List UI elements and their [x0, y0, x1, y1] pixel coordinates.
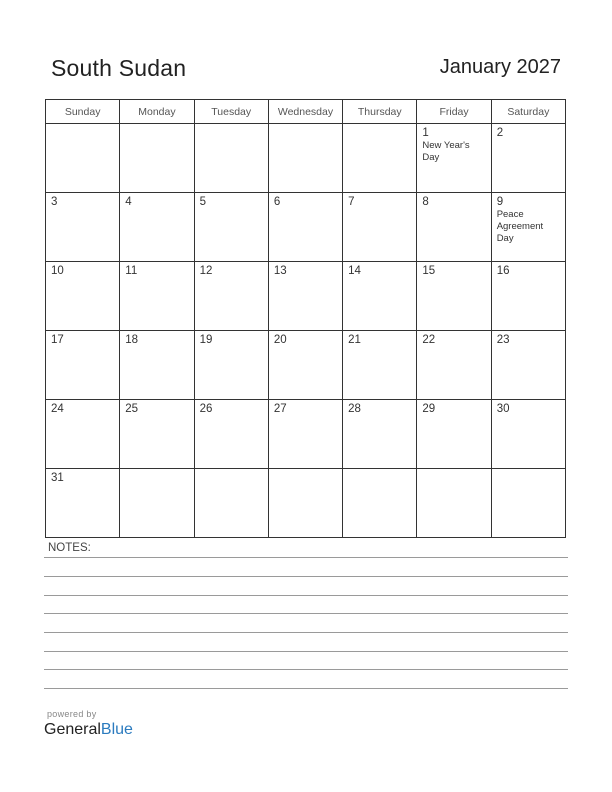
day-cell — [268, 262, 342, 331]
day-number: 29 — [422, 403, 436, 415]
day-number: 28 — [348, 403, 361, 415]
day-cell — [343, 262, 417, 331]
day-cell — [343, 193, 417, 262]
day-number: 26 — [199, 403, 213, 415]
notes-line — [44, 613, 568, 614]
day-cell — [491, 124, 565, 193]
day-cell — [46, 400, 120, 469]
day-number: 10 — [51, 265, 64, 277]
powered-by-text: powered by — [47, 709, 97, 719]
day-cell — [343, 331, 417, 400]
day-cell — [268, 469, 342, 538]
day-number: 14 — [348, 265, 361, 277]
day-number: 6 — [273, 196, 281, 208]
day-number: 31 — [51, 472, 64, 484]
day-cell — [46, 469, 120, 538]
week-row-3 — [46, 262, 566, 331]
notes-line — [44, 595, 568, 596]
day-number: 22 — [422, 334, 436, 346]
day-cell — [417, 331, 491, 400]
week-row-2 — [46, 193, 566, 262]
weekday-friday: Friday — [417, 100, 491, 124]
weekday-saturday: Saturday — [491, 100, 565, 124]
day-cell — [417, 262, 491, 331]
day-number: 20 — [273, 334, 287, 346]
day-cell — [343, 400, 417, 469]
notes-line — [44, 576, 568, 577]
day-cell — [491, 469, 565, 538]
day-cell — [46, 331, 120, 400]
day-cell — [417, 469, 491, 538]
day-number: 16 — [496, 265, 510, 277]
day-number: 7 — [348, 196, 355, 208]
day-cell — [194, 331, 268, 400]
day-cell — [343, 469, 417, 538]
day-number: 2 — [496, 127, 504, 139]
day-number: 23 — [496, 334, 510, 346]
day-number: 30 — [496, 403, 510, 415]
day-cell — [46, 262, 120, 331]
month-year-title: January 2027 — [439, 56, 561, 78]
day-number: 25 — [125, 403, 139, 415]
day-cell — [46, 124, 120, 193]
brand-blue: Blue — [100, 721, 133, 738]
day-number: 17 — [51, 334, 64, 346]
notes-line — [44, 669, 568, 670]
day-cell — [120, 262, 194, 331]
day-number: 19 — [199, 334, 213, 346]
day-cell — [120, 124, 194, 193]
day-cell — [268, 400, 342, 469]
day-cell — [417, 124, 491, 193]
day-cell — [491, 262, 565, 331]
day-cell — [268, 331, 342, 400]
day-number: 27 — [273, 403, 287, 415]
week-row-1 — [46, 124, 566, 193]
day-cell — [417, 193, 491, 262]
notes-line — [44, 651, 568, 652]
day-cell — [120, 400, 194, 469]
day-cell — [268, 193, 342, 262]
weekday-thursday: Thursday — [343, 100, 417, 124]
day-number: 11 — [125, 265, 138, 277]
brand-general: General — [44, 721, 101, 738]
day-cell — [120, 469, 194, 538]
day-number: 12 — [199, 265, 213, 277]
day-number: 5 — [199, 196, 206, 208]
weekday-header-row — [46, 100, 566, 124]
day-cell — [491, 331, 565, 400]
day-cell — [491, 193, 565, 262]
day-number: 13 — [273, 265, 287, 277]
notes-line — [44, 688, 568, 689]
day-number: 1 — [422, 127, 429, 139]
week-row-5 — [46, 400, 566, 469]
notes-label: NOTES: — [48, 542, 91, 554]
day-number: 4 — [125, 196, 132, 208]
day-cell — [194, 469, 268, 538]
day-cell — [120, 331, 194, 400]
day-number: 3 — [51, 196, 58, 208]
day-number: 18 — [125, 334, 139, 346]
day-cell — [194, 124, 268, 193]
day-cell — [120, 193, 194, 262]
country-title: South Sudan — [51, 55, 187, 81]
day-cell — [46, 193, 120, 262]
day-cell — [268, 124, 342, 193]
notes-line — [44, 632, 568, 633]
day-cell — [194, 400, 268, 469]
day-number: 21 — [348, 334, 361, 346]
day-number: 8 — [422, 196, 429, 208]
day-number: 15 — [422, 265, 436, 277]
holiday-label: Peace Agreement Day — [496, 209, 544, 244]
day-number: 24 — [51, 403, 64, 415]
day-cell — [194, 262, 268, 331]
notes-line — [44, 557, 568, 558]
day-cell — [194, 193, 268, 262]
day-cell — [343, 124, 417, 193]
day-cell — [417, 400, 491, 469]
weekday-monday: Monday — [120, 100, 194, 124]
calendar-grid — [45, 99, 566, 538]
week-row-4 — [46, 331, 566, 400]
weekday-wednesday: Wednesday — [268, 100, 342, 124]
weekday-sunday: Sunday — [46, 100, 120, 124]
weekday-tuesday: Tuesday — [194, 100, 268, 124]
holiday-label: New Year's Day — [422, 140, 470, 163]
week-row-6 — [46, 469, 566, 538]
day-cell — [491, 400, 565, 469]
generalblue-logo — [44, 721, 133, 739]
day-number: 9 — [496, 196, 504, 208]
